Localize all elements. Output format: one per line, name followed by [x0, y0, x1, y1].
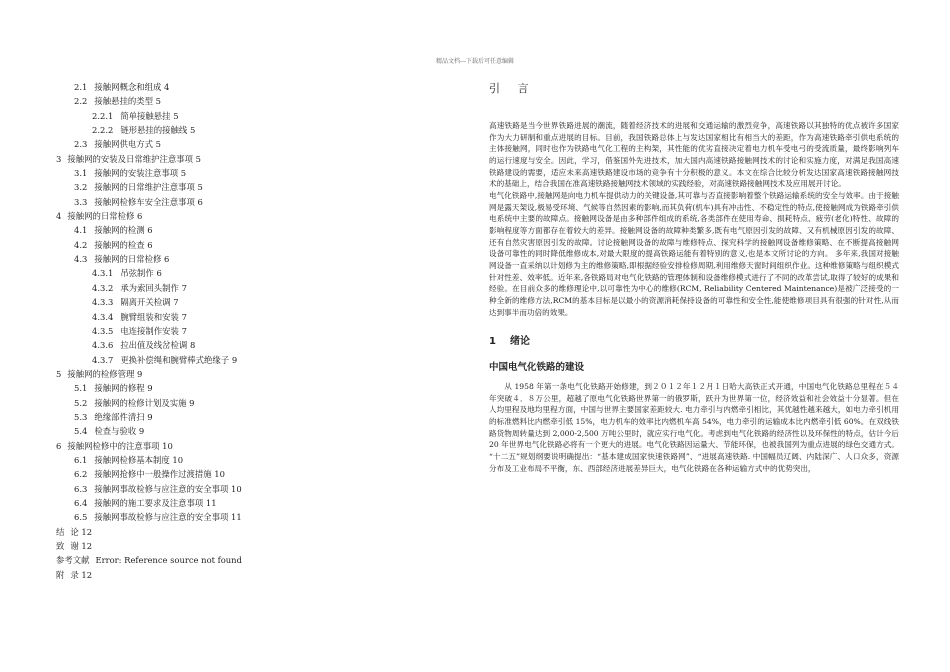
toc-entry[interactable] — [52, 324, 452, 338]
toc-entry-title: 更换补偿绳和腕臂棒式绝缘子 9 — [120, 354, 238, 365]
toc-entry-number: 6 — [56, 440, 62, 451]
toc-entry-number: 4.3.5 — [92, 325, 114, 336]
toc-entry[interactable] — [52, 568, 452, 582]
toc-entry-title: 拉出值及线岔检调 8 — [120, 340, 196, 351]
toc-entry-number: 结 — [56, 526, 65, 537]
toc-entry-number: 6.3 — [74, 483, 88, 494]
toc-entry[interactable] — [52, 353, 452, 367]
toc-entry-title: 接触网的检测 6 — [94, 225, 153, 236]
page-header: 精品文档---下载后可任意编辑 — [435, 58, 515, 65]
toc-entry[interactable] — [52, 424, 452, 438]
toc-entry-number: 4.2 — [74, 239, 88, 250]
toc-entry[interactable] — [52, 453, 452, 467]
toc-entry-title: 隔离开关检调 7 — [120, 297, 179, 308]
toc-entry-number: 4.1 — [74, 225, 88, 236]
toc-entry[interactable] — [52, 310, 452, 324]
toc-entry[interactable] — [52, 252, 452, 266]
toc-entry-number: 4.3.6 — [92, 340, 114, 351]
toc-entry-title: Error: Reference source not found — [95, 555, 242, 566]
toc-entry-title: 接触网供电方式 5 — [94, 139, 161, 150]
toc-entry-number: 6.4 — [74, 497, 88, 508]
toc-entry-number: 参考文献 — [56, 555, 90, 566]
section-1-paragraph: 从 1958 年第一条电气化铁路开始修建，到２０１２年１２月１日哈大高铁正式开通，中国电气化铁路总里程在５４年突破４．８万公里，超越了原电气化铁路世界第一的俄罗斯，跃升为世界第一位，经济效益和社会效益十分显著。但在人均里程及地均里程方面，中国与世界主要国家差距较大. 电力牵引与内燃牵引相比，其优越性越来越大，如电力牵引机用的标准燃料比内燃牵引低 15%，电力机车的效率比内燃机车高 54%，电力牵引的运输成本比内燃牵引低 60%。在双线铁路货物周转量达到 2,000-2,500 万吨公里时，就应实行电气化。考虑到电气化铁路的经济性以及环保性的特点，估计今后 20 年世界电气化铁路必将有一个更大的进展。电气化铁路因运量大、节能环保，也被我国列为重点进展的绿色交通方式。 “十二五”规划纲要说明确提出：“基本建成国家快速铁路网”、“进展高速铁路. 中国幅员辽阔、内陆深广、人口众多，资源分布及工业布局不平衡，东、西部经济进展差异巨大，电气化铁路在各种运输方式中的优势突出， — [489, 382, 899, 473]
toc-entry-title: 接触网的日常维护注意事项 5 — [94, 182, 203, 193]
toc-entry-title: 录 12 — [70, 569, 93, 580]
toc-entry[interactable] — [52, 410, 452, 424]
toc-entry-title: 接触网的检修计划及实施 9 — [94, 397, 195, 408]
table-of-contents — [52, 80, 452, 582]
toc-entry-title: 谢 12 — [70, 541, 93, 551]
toc-entry-number: 致 — [56, 541, 65, 551]
toc-entry[interactable] — [52, 109, 452, 123]
toc-entry[interactable] — [52, 166, 452, 180]
toc-entry-number: 3.3 — [74, 196, 88, 207]
toc-entry[interactable] — [52, 381, 452, 395]
toc-entry-number: 6.1 — [74, 454, 88, 465]
toc-entry[interactable] — [52, 553, 452, 567]
toc-entry[interactable] — [52, 482, 452, 496]
toc-entry[interactable] — [52, 439, 452, 453]
toc-entry-title: 接触网的安装及日常维护注意事项 5 — [67, 153, 201, 164]
toc-entry-number: 2.2.1 — [92, 110, 114, 121]
intro-heading: 引 言 — [489, 82, 536, 95]
section-1-number: 1 — [489, 336, 496, 348]
toc-entry-title: 接触网概念和组成 4 — [94, 82, 170, 92]
toc-entry-title: 检查与验收 9 — [94, 426, 145, 437]
toc-entry[interactable] — [52, 209, 452, 223]
toc-entry[interactable] — [52, 266, 452, 280]
body-text-column — [489, 80, 899, 474]
toc-entry-title: 接触网的检修管理 9 — [67, 368, 143, 379]
intro-paragraph-1: 高速铁路是当今世界铁路进展的潮流，随着经济技术的进展和交通运输的激烈竞争，高速铁路以其独特的优点被许多国家作为大力研制和重点进展的目标。目前，我国铁路总体上与发达国家相比有相当大的差距，作为高速铁路牵引供电系统的主体接触网，同时也作为铁路电气化工程的主构架，其性能的优劣直接决定着电力机车受电弓的受流质量，最终影响列车的运行速度与安全。因此，学习，借鉴国外先进技术，加大国内高速铁路接触网技术的讨论和实施力度，对满足我国高速铁路建设的需要，适应未来高速铁路建设市场的竞争有十分积极的意义。本文在综合比较分析发达国家高速铁路接触网技术的基础上，结合我国在准高速铁路接触网技术领域的实践经验，对高速铁路接触网技术及应用展开讨论。 — [489, 121, 899, 189]
toc-entry[interactable] — [52, 152, 452, 166]
toc-entry-title: 腕臂组装和安装 7 — [120, 311, 187, 322]
toc-entry-title: 接触网的日常检修 6 — [67, 211, 143, 222]
toc-entry[interactable] — [52, 295, 452, 309]
toc-entry-title: 吊弦制作 6 — [120, 268, 162, 279]
toc-entry-number: 5.4 — [74, 426, 88, 437]
section-1-heading — [489, 332, 899, 346]
toc-entry[interactable] — [52, 467, 452, 481]
toc-entry[interactable] — [52, 223, 452, 237]
subsection-heading: 中国电气化铁路的建设 — [489, 362, 585, 374]
toc-entry[interactable] — [52, 367, 452, 381]
toc-entry-title: 绝缘部件清扫 9 — [94, 411, 153, 422]
toc-entry[interactable] — [52, 238, 452, 252]
toc-entry-number: 4 — [56, 211, 62, 222]
toc-entry-number: 2.1 — [74, 82, 88, 92]
toc-entry-title: 接触悬挂的类型 5 — [94, 96, 161, 107]
toc-entry-title: 接触网的施工要求及注意事项 11 — [94, 497, 217, 508]
toc-entry[interactable] — [52, 525, 452, 539]
toc-entry-title: 电连接制作安装 7 — [120, 325, 187, 336]
toc-entry[interactable] — [52, 496, 452, 510]
toc-entry[interactable] — [52, 281, 452, 295]
toc-entry-title: 接触网检修车安全注意事项 6 — [94, 196, 203, 207]
toc-entry-number: 4.3.7 — [92, 354, 114, 365]
toc-entry[interactable] — [52, 180, 452, 194]
section-1-title: 绪论 — [509, 336, 530, 348]
toc-entry-number: 2.2.2 — [92, 125, 114, 136]
toc-entry-number: 6.5 — [74, 512, 88, 523]
toc-entry-title: 简单接触悬挂 5 — [120, 110, 179, 121]
toc-entry-title: 接触网的安装注意事项 5 — [94, 168, 187, 179]
toc-entry-number: 4.3.4 — [92, 311, 114, 322]
toc-entry-number: 5 — [56, 368, 62, 379]
toc-entry-number: 4.3.1 — [92, 268, 114, 279]
toc-entry-number: 3.1 — [74, 168, 88, 179]
toc-entry[interactable] — [52, 539, 452, 553]
toc-entry-title: 承为索回头制作 7 — [120, 282, 187, 293]
toc-entry-number: 4.3.3 — [92, 297, 114, 308]
toc-entry-title: 论 12 — [70, 526, 93, 537]
toc-entry[interactable] — [52, 94, 452, 108]
intro-paragraph-2: 电气化铁路中,接触网是向电力机车提供动力的关键设备,其可靠与否直接影响着整个铁路运输系统的安全与效率。由于接触网是露天架设,极易受环境、气候等自然因素的影响,而其负荷(机车)具有冲击性、不稳定性的特点,使接触网成为铁路牵引供电系统中主要的故障点。接触网设备是由多种部件组成的系统,各类部件在使用寿命、损耗特点、疲劳(老化)特性、故障的影响程度等方面都存在着较大的差异。接触网设备的故障种类繁多,既有电气原因引发的故障、又有机械原因引发的故障、还有自然灾害原因引发的故障。讨论接触网设备的故障与维修特点、探究科学的接触网设备维修策略、在不断提高接触网设备可靠性的同时降低维修成本,对最大限度的提高铁路运能有着特别的意义,也是本文所讨论的方向。 多年来,我国对接触网设备一直采纳以计划修为主的维修策略,即根据经验安排检修周期,利用维修天窗时间组织作业。这种维修策略与组织模式针对性差、效率低。近年来,各铁路局对电气化铁路的管理体制和设备维修模式进行了不同的改革尝试,取得了较好的成果和经验。在目前众多的维修理论中,以可靠性为中心的维修(RCM, Reliability Centered Maintenance)是被广泛接受的一种全新的维修方法,RCM的基本目标是以最小的资源消耗保持设备的可靠性和安全性,能使维修项目具有很强的针对性,从而达到事半而功倍的效果。 — [489, 190, 899, 317]
toc-entry-number: 4.3 — [74, 254, 88, 265]
toc-entry-number: 5.2 — [74, 397, 88, 408]
toc-entry[interactable] — [52, 137, 452, 151]
toc-entry-number: 3 — [56, 153, 62, 164]
toc-entry-number: 5.3 — [74, 411, 88, 422]
toc-entry-number: 5.1 — [74, 383, 88, 394]
toc-entry-number: 6.2 — [74, 469, 88, 480]
toc-entry[interactable] — [52, 396, 452, 410]
toc-entry-title: 接触网的修程 9 — [94, 383, 153, 394]
toc-entry-title: 接触网的日常检修 6 — [94, 254, 170, 265]
toc-entry[interactable] — [52, 123, 452, 137]
toc-entry-title: 接触网抢修中一般操作过渡措施 10 — [94, 469, 225, 480]
toc-entry-title: 接触网事故检修与应注意的安全事项 11 — [94, 512, 242, 523]
toc-entry-title: 接触网检修基本制度 10 — [94, 454, 184, 465]
toc-entry-title: 接触网检修中的注意事项 10 — [67, 440, 173, 451]
toc-entry[interactable] — [52, 510, 452, 524]
toc-entry[interactable] — [52, 80, 452, 94]
toc-entry[interactable] — [52, 195, 452, 209]
toc-entry-number: 3.2 — [74, 182, 88, 193]
toc-entry-number: 附 — [56, 569, 65, 580]
toc-entry-number: 4.3.2 — [92, 282, 114, 293]
toc-entry-number: 2.2 — [74, 96, 88, 107]
toc-entry-title: 接触网的检查 6 — [94, 239, 153, 250]
toc-entry-number: 2.3 — [74, 139, 88, 150]
toc-entry[interactable] — [52, 338, 452, 352]
toc-entry-title: 接触网事故检修与应注意的安全事项 10 — [94, 483, 242, 494]
toc-entry-title: 链形悬挂的接触线 5 — [120, 125, 196, 136]
